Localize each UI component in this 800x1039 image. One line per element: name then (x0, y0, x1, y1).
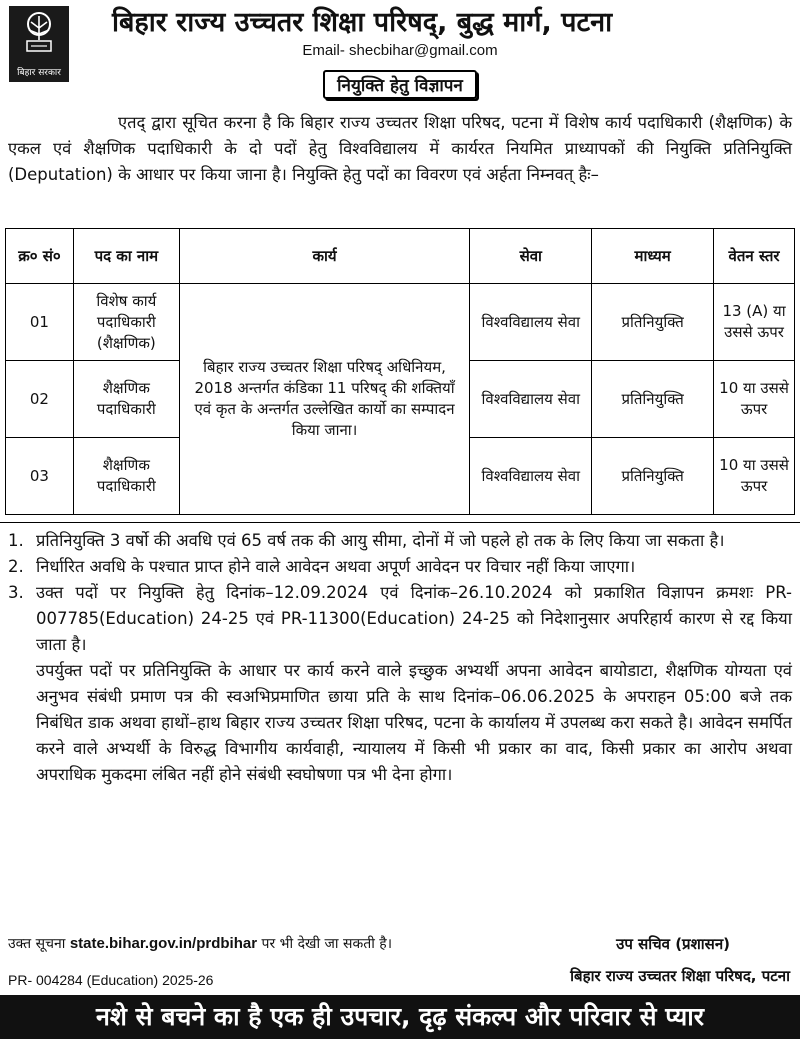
cell-sn: 03 (6, 438, 74, 515)
list-item (8, 580, 792, 658)
cell-post: विशेष कार्य पदाधिकारी (शैक्षणिक) (73, 284, 179, 361)
cell-post: शैक्षणिक पदाधिकारी (73, 438, 179, 515)
page-title: बिहार राज्य उच्चतर शिक्षा परिषद्, बुद्ध मार्ग, पटना (112, 7, 613, 38)
cell-mode: प्रतिनियुक्ति (592, 438, 714, 515)
email-address: Email- shecbihar@gmail.com (302, 42, 498, 59)
intro-paragraph (8, 110, 792, 188)
signatory-designation: उप सचिव (प्रशासन) (616, 935, 730, 953)
note-number: 3. (8, 583, 24, 602)
list-item (8, 528, 792, 554)
note-number: 2. (8, 557, 24, 576)
col-header-mode: माध्यम (592, 229, 714, 284)
notes-list (8, 528, 792, 788)
cell-pay: 10 या उससे ऊपर (714, 361, 795, 438)
issuing-organization: बिहार राज्य उच्चतर शिक्षा परिषद, पटना (570, 967, 790, 985)
cell-post: शैक्षणिक पदाधिकारी (73, 361, 179, 438)
table-row (6, 284, 795, 361)
intro-text: एतद् द्वारा सूचित करना है कि बिहार राज्य उच्चतर शिक्षा परिषद, पटना में विशेष कार्य पदाधिकारी (शैक्षणिक) के एकल एवं शैक्षणिक पदाधिकारी के दो पदों हेतु विश्वविद्यालय में कार्यरत नियमित प्राध्यापकों की नियुक्ति प्रतिनियुक्ति (Deputation) के आधार पर किया जाना है। नियुक्ति हेतु पदों का विवरण एवं अर्हता निम्नवत् हैः– (8, 113, 792, 184)
slogan-banner: नशे से बचने का है एक ही उपचार, दृढ़ संकल्प और परिवार से प्यार (0, 995, 800, 1039)
cell-sn: 02 (6, 361, 74, 438)
col-header-work: कार्य (179, 229, 470, 284)
cell-work: बिहार राज्य उच्चतर शिक्षा परिषद् अधिनियम, 2018 अन्तर्गत कंडिका 11 परिषद् की शक्तियाँ एवं कृत के अन्तर्गत उल्लेखित कार्यो का सम्पादन किया जाना। (179, 284, 470, 515)
notice-badge: नियुक्ति हेतु विज्ञापन (323, 70, 477, 99)
note-text: निर्धारित अवधि के पश्चात प्राप्त होने वाले आवेदन अथवा अपूर्ण आवेदन पर विचार नहीं किया जाएगा। (36, 557, 636, 576)
website-link[interactable]: state.bihar.gov.in/prdbihar (69, 935, 258, 952)
cell-service: विश्वविद्यालय सेवा (470, 438, 592, 515)
website-pre: उक्त सूचना (8, 936, 66, 952)
website-post: पर भी देखी जा सकती है। (261, 936, 393, 952)
note-text: उक्त पदों पर नियुक्ति हेतु दिनांक–12.09.2024 एवं दिनांक–26.10.2024 को प्रकाशित विज्ञापन क्रमशः PR-007785(Education) 24-25 एवं PR-11300(Education) 24-25 को निदेशानुसार अपरिहार्य कारण से रद्द किया जाता है। (36, 583, 792, 654)
col-header-post: पद का नाम (73, 229, 179, 284)
cell-mode: प्रतिनियुक्ति (592, 361, 714, 438)
col-header-pay: वेतन स्तर (714, 229, 795, 284)
table-header-row (6, 229, 795, 284)
col-header-service: सेवा (470, 229, 592, 284)
logo-caption: बिहार सरकार (17, 68, 61, 78)
note-text: प्रतिनियुक्ति 3 वर्षो की अवधि एवं 65 वर्ष तक की आयु सीमा, दोनों में जो पहले हो तक के लिए किया जा सकता है। (36, 531, 725, 550)
application-paragraph: उपर्युक्त पदों पर प्रतिनियुक्ति के आधार पर कार्य करने वाले इच्छुक अभ्यर्थी अपना आवेदन बायोडाटा, शैक्षणिक योग्यता एवं अनुभव संबंधी प्रमाण पत्र की स्वअभिप्रमाणित छाया प्रति के साथ दिनांक–06.06.2025 के अपराहन 05:00 बजे तक निबंधित डाक अथवा हाथों–हाथ बिहार राज्य उच्चतर शिक्षा परिषद, पटना के कार्यालय में उपलब्ध करा सकते है। आवेदन समर्पित करने वाले अभ्यर्थी के विरुद्ध विभागीय कार्यवाही, न्यायालय में किसी भी प्रकार का वाद, किसी प्रकार का आरोप अथवा अपराधिक मुकदमा लंबित नहीं होने संबंधी स्वघोषणा पत्र भी देना होगा। (36, 661, 792, 784)
cell-mode: प्रतिनियुक्ति (592, 284, 714, 361)
posts-table (5, 228, 795, 515)
list-item (8, 554, 792, 580)
col-header-sn: क्र० सं० (6, 229, 74, 284)
cell-sn: 01 (6, 284, 74, 361)
cell-service: विश्वविद्यालय सेवा (470, 361, 592, 438)
cell-service: विश्वविद्यालय सेवा (470, 284, 592, 361)
divider (0, 522, 800, 523)
cell-pay: 13 (A) या उससे ऊपर (714, 284, 795, 361)
note-number: 1. (8, 531, 24, 550)
cell-pay: 10 या उससे ऊपर (714, 438, 795, 515)
pr-number: PR- 004284 (Education) 2025-26 (8, 972, 214, 988)
